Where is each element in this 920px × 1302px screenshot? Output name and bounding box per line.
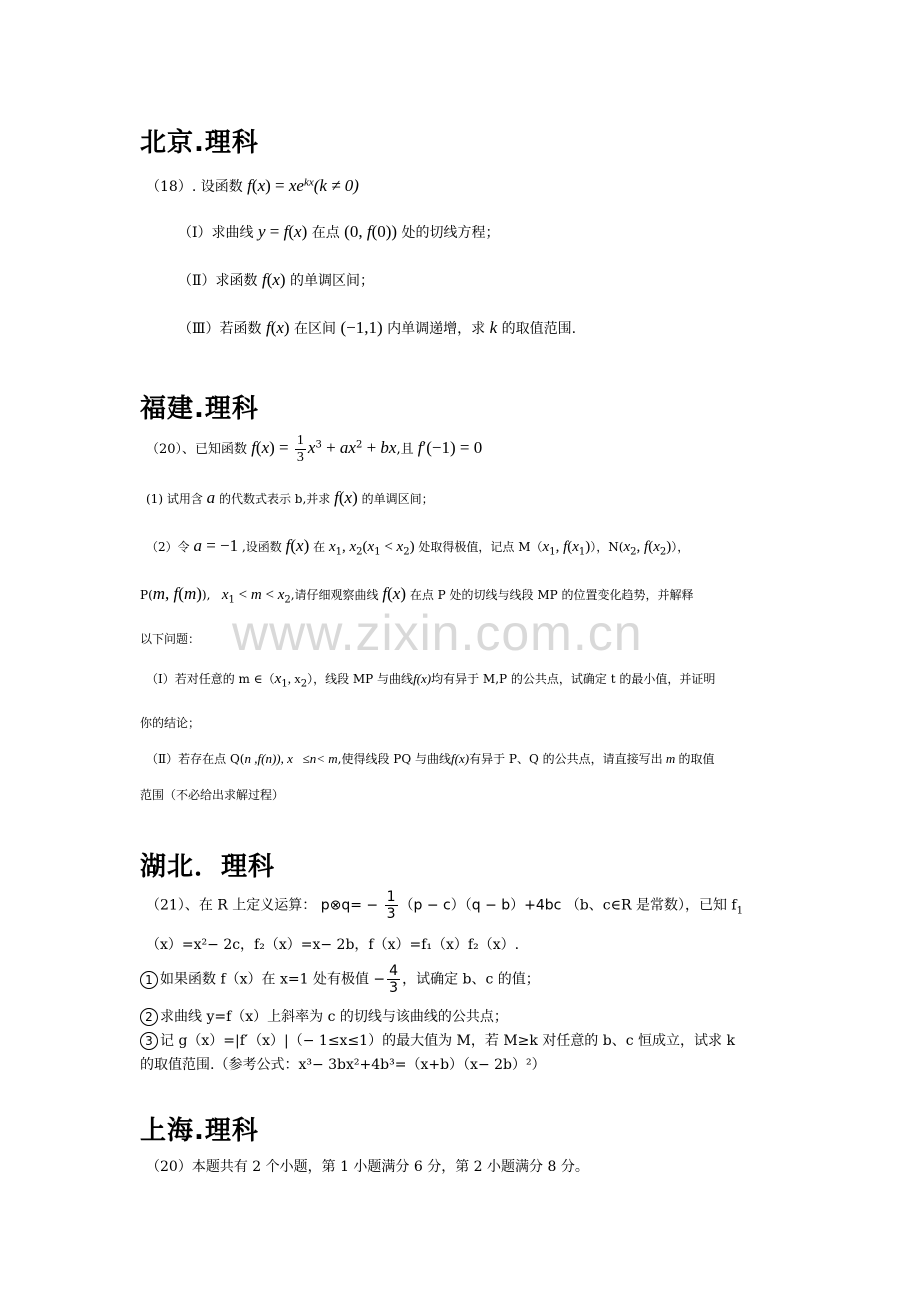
beijing-p2-label: （Ⅱ）求函数: [178, 273, 258, 289]
fujian-p2-a: （2）令: [146, 540, 190, 554]
beijing-p3-interval: (−1,1): [340, 318, 383, 337]
fujian-p2-line2-d: 在点 P 处的切线与线段 MP 的位置变化趋势，并解释: [409, 588, 694, 602]
fujian-part1: (1) 试用含 a 的代数式表示 b,并求 f(x) 的单调区间；: [146, 488, 434, 507]
fujian-sub-ii-a: （Ⅱ）若存在点 Q(: [146, 752, 245, 766]
fujian-sub-ii: （Ⅱ）若存在点 Q(n ,f(n)), x ≤n< m,使得线段 PQ 与曲线f(x)有异于 P、Q 的公共点，请直接写出 m 的取值: [146, 751, 715, 766]
fujian-p2-e: ），N(: [590, 540, 624, 554]
fujian-p2-line2-a: P(: [140, 588, 153, 602]
fujian-p2-line2-b: ),: [201, 588, 211, 602]
fujian-sub-ii-b: ,使得线段 PQ 与曲线: [337, 752, 452, 766]
fujian-sub-i-b: ），线段 MP 与曲线: [307, 672, 414, 686]
fujian-question: （20）、已知函数 f(x) = $\frac{1}{3}$ $x^3 + ax^2$ + bx,且 f′(−1) = 0: [146, 433, 483, 465]
fujian-sub-i: （Ⅰ）若对任意的 m $\in(x_1$, $x_2$），线段 MP 与曲线f(x)均有异于 M,P 的公共点，试确定 t 的最小值，并证明: [146, 671, 716, 690]
circled-number-3: 3: [140, 1032, 158, 1050]
hubei-item1-a: 如果函数 f（x）在 x=1 处有极值: [160, 971, 369, 988]
fujian-sub-ii-line2: 范围（不必给出求解过程）: [140, 788, 285, 802]
hubei-item2-text: 求曲线 y=f（x）上斜率为 c 的切线与该曲线的公共点；: [160, 1009, 508, 1025]
beijing-q-cond: (k ≠ 0): [313, 176, 359, 195]
circled-number-2: 2: [140, 1008, 158, 1026]
beijing-question: （18）. 设函数 $f(x) = xe^{kx}(k \ne 0)$: [146, 176, 359, 195]
hubei-item3-text: 记 g（x）=|f′（x）|（− 1≤x≤1）的最大值为 M，若 M≥k 对任意的 b、c 恒成立，试求 k: [160, 1033, 735, 1049]
beijing-p3-mid2: 内单调递增，求: [387, 321, 486, 337]
fujian-p1-label: (1) 试用含: [146, 492, 203, 506]
fujian-q-cond-sep: ,且: [396, 442, 414, 457]
section-heading-fujian: 福建.理科: [140, 394, 259, 424]
fujian-sub-ii-c: 有异于 P、Q 的公共点，请直接写出: [469, 752, 663, 766]
fujian-part2-line2: P(m, f(m)), $x_1 < m < x_2$,请仔细观察曲线 f(x) 在点 P 处的切线与线段 MP 的位置变化趋势，并解释: [140, 584, 694, 606]
beijing-p3-mid: 在区间: [294, 321, 337, 337]
fujian-sub-i-a: （Ⅰ）若对任意的 m ∈（: [146, 672, 275, 686]
hubei-item1: 1 如果函数 f（x）在 x=1 处有极值 − $\frac{4}{3}$ ，试确定 b、c 的值；: [140, 964, 540, 995]
beijing-q-label: （18）. 设函数: [146, 179, 243, 195]
fujian-sub-ii-d: 的取值: [678, 752, 715, 766]
fujian-p2-c: 在: [313, 540, 326, 554]
hubei-line1: （21）、在 R 上定义运算： p⊗q= − $\frac{1}{3}$ （p − c）（q − b）+4bc （b、c∈R 是常数），已知 $f_1$: [146, 889, 743, 922]
fujian-q-label: （20）、已知函数: [146, 442, 248, 457]
circled-number-1: 1: [140, 971, 158, 989]
beijing-p2-end: 的单调区间；: [290, 273, 375, 289]
hubei-line1-b: （b、c∈R 是常数），已知 f: [565, 897, 737, 914]
beijing-p1-end: 处的切线方程；: [401, 225, 500, 241]
fujian-sub-i-c: 均有异于 M,P 的公共点，试确定 t 的最小值，并证明: [431, 672, 716, 686]
fujian-p1-mid: 的代数式表示 b,并求: [218, 492, 331, 506]
fujian-part2: （2）令 a = −1 ,设函数 f(x) 在 $x_1$, $x_2(x_1 < x_2)$ 处取得极值，记点 $M(x_1$, $f(x_1)$），$N(x_2$, $f(x_2)$），: [146, 536, 690, 558]
fujian-sub-i-line2: 你的结论；: [140, 716, 201, 730]
beijing-p1-label: （Ⅰ）求曲线: [178, 225, 254, 241]
shanghai-line1: （20）本题共有 2 个小题，第 1 小题满分 6 分，第 2 小题满分 8 分。: [146, 1159, 589, 1175]
fujian-p2-b: ,设函数: [241, 540, 282, 554]
beijing-p1-mid: 在点: [311, 225, 340, 241]
fujian-p2-d: 处取得极值，记点 M（: [418, 540, 543, 554]
beijing-part3: （Ⅲ）若函数 f(x) 在区间 (−1,1) 内单调递增，求 k 的取值范围.: [178, 318, 577, 337]
beijing-p3-end: 的取值范围.: [501, 321, 577, 337]
hubei-line2: （x）=x²− 2c，f₂（x）=x− 2b，f（x）=f₁（x）f₂（x）.: [146, 937, 520, 953]
fujian-p1-end: 的单调区间；: [361, 492, 434, 506]
section-heading-hubei: 湖北．理科: [140, 852, 276, 882]
fujian-p2-f: ），: [671, 540, 690, 554]
hubei-item2: [140, 1006, 508, 1026]
section-heading-beijing: 北京.理科: [140, 128, 259, 158]
fujian-part2-line3: 以下问题：: [140, 632, 201, 646]
hubei-item3-line2: 的取值范围.（参考公式：x³− 3bx²+4b³=（x+b）（x− 2b）²）: [140, 1057, 546, 1073]
hubei-item1-b: ，试确定 b、c 的值；: [402, 971, 540, 988]
watermark: www.zixin.com.cn: [232, 605, 643, 661]
hubei-item3: [140, 1030, 735, 1050]
beijing-part1: （Ⅰ）求曲线 y = f(x) 在点 (0, f(0)) 处的切线方程；: [178, 222, 500, 241]
hubei-line1-a: （21）、在 R 上定义运算：: [146, 897, 317, 914]
fujian-p2-line2-c: ,请仔细观察曲线: [290, 588, 379, 602]
section-heading-shanghai: 上海.理科: [140, 1116, 259, 1146]
beijing-p3-label: （Ⅲ）若函数: [178, 321, 262, 337]
beijing-part2: （Ⅱ）求函数 f(x) 的单调区间；: [178, 270, 375, 289]
